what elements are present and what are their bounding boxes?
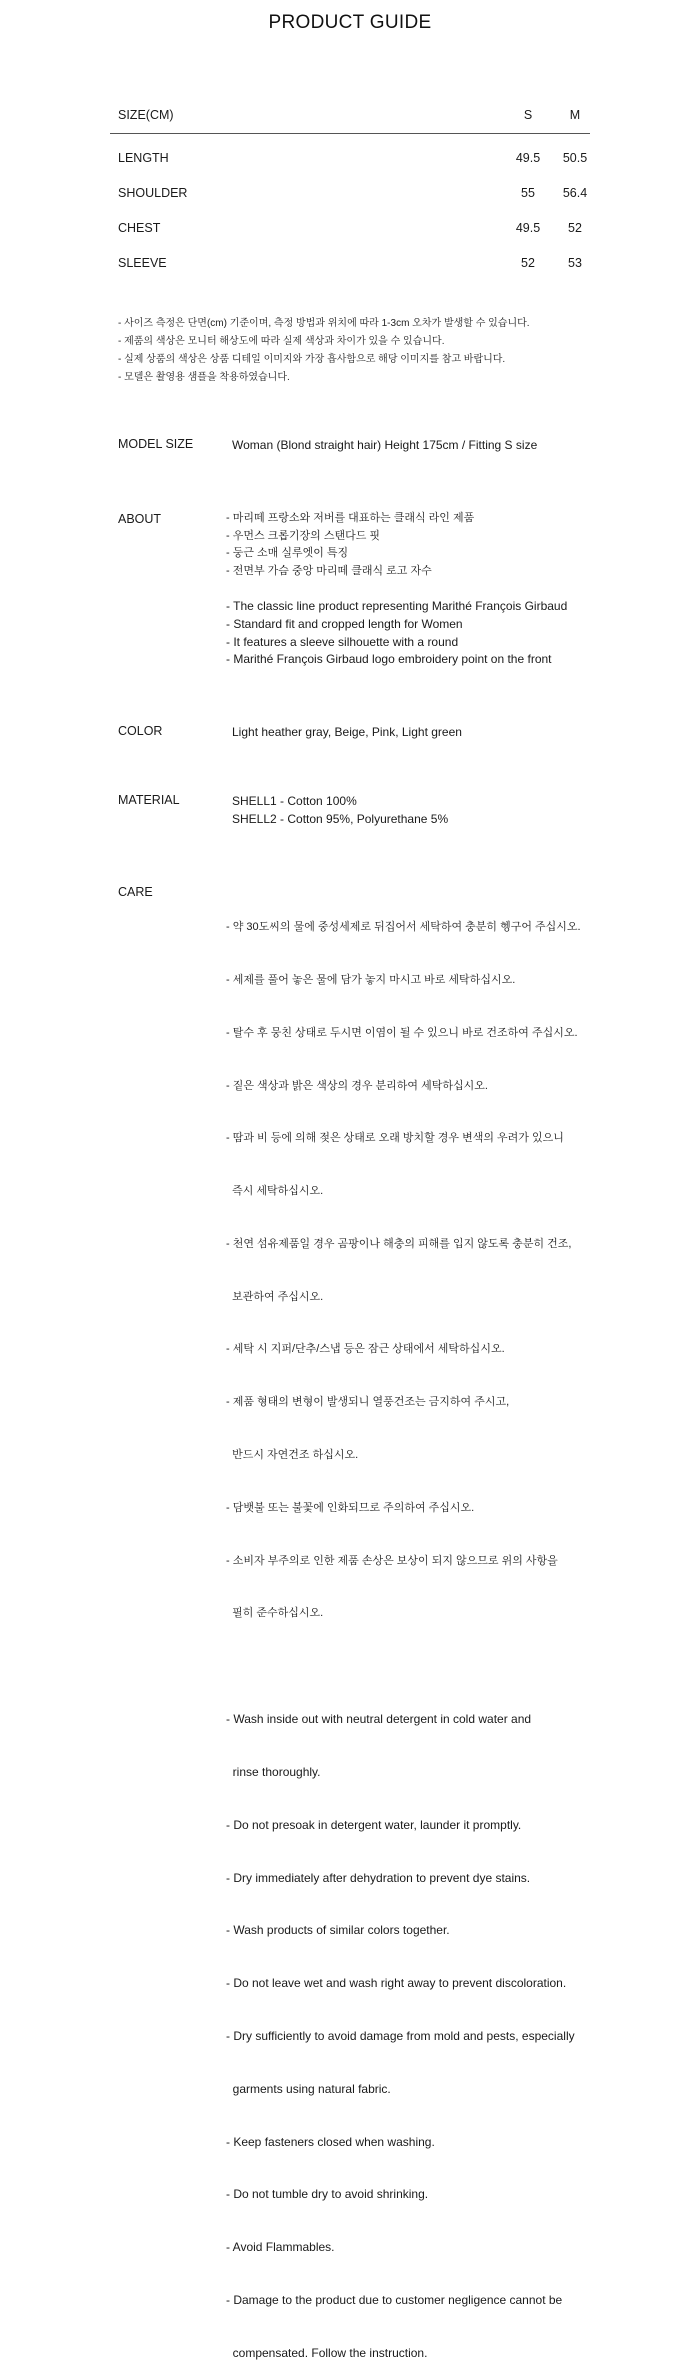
size-m-value: 52	[568, 221, 582, 235]
size-s-value: 49.5	[515, 151, 541, 165]
measurement-label: SLEEVE	[118, 256, 167, 270]
about-line-ko: - 우먼스 크롭기장의 스탠다드 핏	[226, 529, 381, 542]
size-s-value: 55	[521, 186, 535, 200]
care-line-ko: - 세제를 풀어 놓은 물에 담가 놓지 마시고 바로 세탁하십시오.	[226, 973, 516, 986]
about-line-ko: - 전면부 가슴 중앙 마리떼 클래식 로고 자수	[226, 564, 432, 577]
about-text	[226, 510, 567, 669]
care-line-en: - Do not leave wet and wash right away to prevent discoloration.	[226, 1976, 567, 1991]
note-line: - 모델은 촬영용 샘플을 착용하였습니다.	[118, 372, 290, 383]
note-line: - 실제 상품의 색상은 상품 디테일 이미지와 가장 흡사함으로 해당 이미지를 참고 바랍니다.	[118, 354, 506, 365]
color-value: Light heather gray, Beige, Pink, Light green	[232, 725, 462, 739]
table-row	[110, 186, 590, 221]
table-row	[110, 151, 590, 186]
material-label: MATERIAL	[118, 793, 180, 807]
material-line: SHELL1 - Cotton 100%	[232, 794, 357, 808]
size-s-value: 49.5	[515, 221, 541, 235]
note-line: - 사이즈 측정은 단면(cm) 기준이며, 측정 방법과 위치에 따라 1-3cm 오차가 발생할 수 있습니다.	[118, 318, 530, 329]
measurement-label: SHOULDER	[118, 186, 188, 200]
care-line-en: - Do not presoak in detergent water, launder it promptly.	[226, 1817, 522, 1832]
about-line-ko: - 둥근 소매 실루엣이 특징	[226, 547, 349, 560]
care-line-ko: - 세탁 시 지퍼/단추/스냅 등은 잠근 상태에서 세탁하십시오.	[226, 1343, 505, 1356]
size-header-s: S	[523, 108, 533, 122]
care-line-ko: 반드시 자연건조 하십시오.	[226, 1449, 359, 1461]
page-title: PRODUCT GUIDE	[268, 12, 432, 33]
size-notes	[118, 315, 530, 387]
care-line-ko: - 약 30도씨의 물에 중성세제로 뒤집어서 세탁하여 충분히 헹구어 주십시오.	[226, 921, 581, 934]
about-line-en: - The classic line product representing Marithé François Girbaud	[226, 599, 568, 614]
care-line-ko: 필히 준수하십시오.	[226, 1607, 324, 1620]
about-line-en: - Standard fit and cropped length for Women	[226, 616, 463, 631]
size-table-header	[110, 108, 590, 134]
care-line-en: - Dry sufficiently to avoid damage from mold and pests, especially	[226, 2029, 575, 2043]
material-text	[232, 793, 448, 828]
measurement-label: LENGTH	[118, 151, 169, 165]
care-line-ko: 즉시 세탁하십시오.	[226, 1185, 324, 1198]
about-line-en: - It features a sleeve silhouette with a round	[226, 634, 459, 649]
size-m-value: 56.4	[562, 186, 588, 200]
care-line-ko: 보관하여 주십시오.	[226, 1290, 324, 1303]
care-line-en: - Wash inside out with neutral detergent in cold water and	[226, 1712, 532, 1727]
table-row	[110, 256, 590, 291]
care-line-ko: - 땀과 비 등에 의해 젖은 상태로 오래 방치할 경우 변색의 우려가 있으니	[226, 1132, 564, 1145]
care-line-en: - Avoid Flammables.	[226, 2240, 335, 2255]
care-label: CARE	[118, 885, 153, 899]
care-line-ko: - 소비자 부주의로 인한 제품 손상은 보상이 되지 않으므로 위의 사항을	[226, 1554, 558, 1567]
size-m-value: 53	[568, 256, 582, 270]
size-header-label: SIZE(CM)	[118, 108, 174, 122]
care-line-en: - Wash products of similar colors together.	[226, 1923, 450, 1938]
care-text	[226, 884, 581, 2380]
size-header-m: M	[569, 108, 581, 122]
about-label: ABOUT	[118, 512, 162, 526]
color-label: COLOR	[118, 724, 163, 738]
care-line-en: - Dry immediately after dehydration to prevent dye stains.	[226, 1870, 531, 1885]
material-line: SHELL2 - Cotton 95%, Polyurethane 5%	[232, 811, 449, 826]
care-line-en: compensated. Follow the instruction.	[226, 2345, 428, 2360]
care-line-ko: - 담뱃불 또는 불꽃에 인화되므로 주의하여 주십시오.	[226, 1501, 475, 1514]
table-row	[110, 221, 590, 256]
care-line-ko: - 천연 섬유제품일 경우 곰팡이나 해충의 피해를 입지 않도록 충분히 건조,	[226, 1237, 572, 1250]
note-line: - 제품의 색상은 모니터 해상도에 따라 실제 색상과 차이가 있을 수 있습니다.	[118, 336, 445, 347]
care-line-en: - Damage to the product due to customer negligence cannot be	[226, 2292, 563, 2307]
care-line-en: - Keep fasteners closed when washing.	[226, 2134, 435, 2149]
care-line-en: - Do not tumble dry to avoid shrinking.	[226, 2187, 429, 2202]
size-s-value: 52	[521, 256, 535, 270]
about-line-ko: - 마리떼 프랑소와 저버를 대표하는 클래식 라인 제품	[226, 512, 475, 524]
size-m-value: 50.5	[562, 151, 588, 165]
about-line-en: - Marithé François Girbaud logo embroidery point on the front	[226, 652, 552, 667]
care-line-en: rinse thoroughly.	[226, 1765, 321, 1780]
care-line-ko: - 짙은 색상과 밝은 색상의 경우 분리하여 세탁하십시오.	[226, 1079, 488, 1092]
size-table	[110, 108, 590, 291]
care-line-ko: - 탈수 후 뭉친 상태로 두시면 이염이 될 수 있으니 바로 건조하여 주십시오.	[226, 1026, 578, 1039]
measurement-label: CHEST	[118, 221, 161, 235]
care-line-en: garments using natural fabric.	[226, 2081, 391, 2096]
model-size-value: Woman (Blond straight hair) Height 175cm / Fitting S size	[232, 438, 538, 452]
model-size-label: MODEL SIZE	[118, 437, 194, 451]
care-line-ko: - 제품 형태의 변형이 발생되니 열풍건조는 금지하여 주시고,	[226, 1396, 510, 1409]
